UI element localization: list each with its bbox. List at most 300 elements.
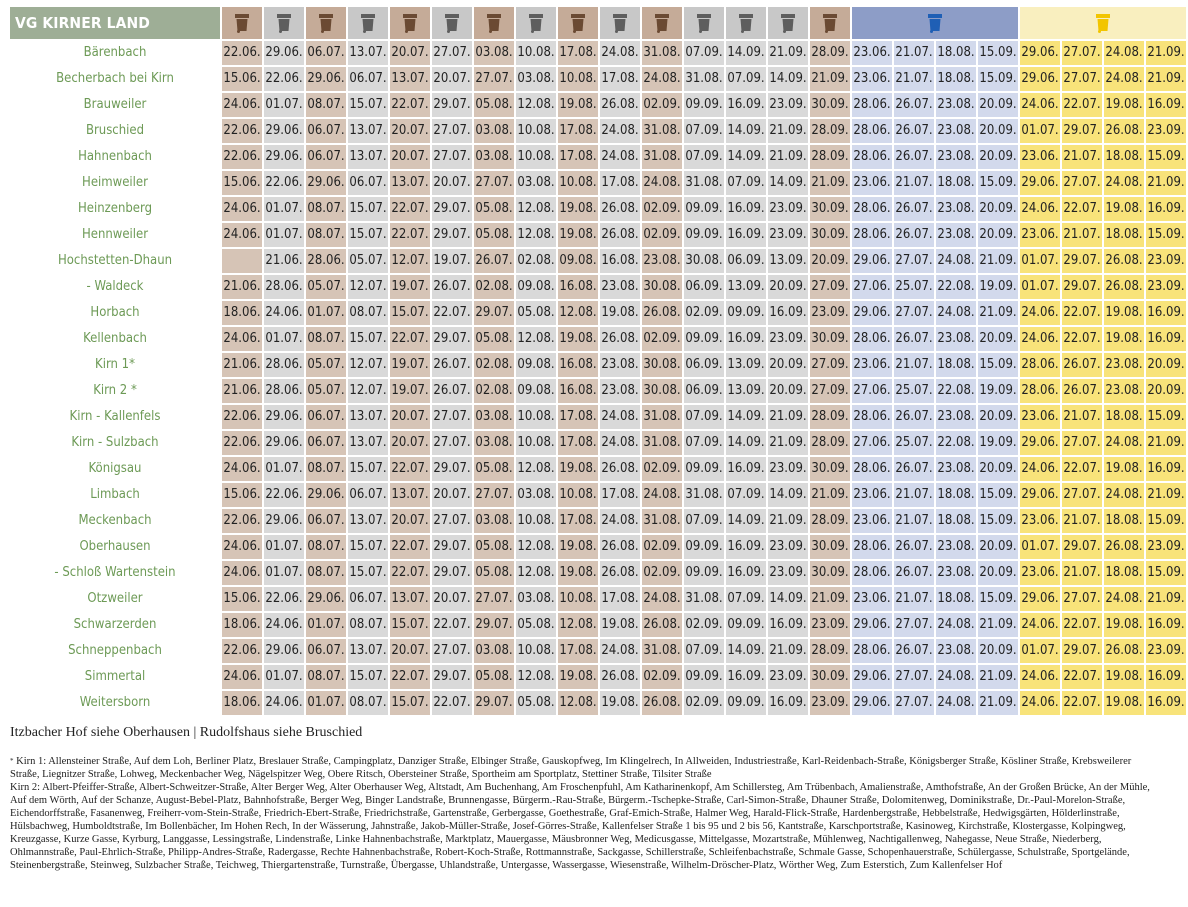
- date-cell-brown: 24.06.: [222, 457, 262, 481]
- date-cell-grey: 21.09.: [768, 405, 808, 429]
- date-cell-grey: 09.08.: [516, 379, 556, 403]
- date-cell-grey: 27.07.: [432, 639, 472, 663]
- date-cell-grey: 13.07.: [348, 41, 388, 65]
- date-cell-blue: 24.08.: [936, 249, 976, 273]
- date-cell-blue: 27.07.: [894, 613, 934, 637]
- date-cell-grey: 16.09.: [726, 197, 766, 221]
- date-cell-yellow: 21.09.: [1146, 587, 1186, 611]
- date-cell-brown: 19.07.: [390, 353, 430, 377]
- date-cell-brown: 12.08.: [558, 691, 598, 715]
- date-cell-grey: 21.09.: [768, 119, 808, 143]
- column-header-grey: [348, 7, 388, 39]
- date-cell-grey: 14.09.: [768, 67, 808, 91]
- date-cell-grey: 10.08.: [516, 431, 556, 455]
- date-cell-brown: 21.06.: [222, 275, 262, 299]
- place-name: Hahnenbach: [78, 149, 152, 164]
- date-cell-grey: 22.07.: [432, 691, 472, 715]
- date-cell-blue: 27.07.: [894, 249, 934, 273]
- date-cell-brown: 16.08.: [558, 353, 598, 377]
- date-cell-grey: 09.09.: [684, 197, 724, 221]
- date-cell-blue: 28.06.: [852, 561, 892, 585]
- column-header-grey: [432, 7, 472, 39]
- date-cell-blue: 21.07.: [894, 587, 934, 611]
- date-cell-blue: 21.07.: [894, 171, 934, 195]
- date-cell-brown: 17.08.: [558, 405, 598, 429]
- date-cell-grey: 15.07.: [348, 327, 388, 351]
- place-name: Horbach: [90, 305, 140, 320]
- date-cell-grey: 29.06.: [264, 639, 304, 663]
- date-cell-brown: 31.08.: [642, 119, 682, 143]
- bio-bin-icon: [558, 13, 598, 33]
- date-cell-grey: 20.09.: [768, 275, 808, 299]
- date-cell-brown: 28.09.: [810, 431, 850, 455]
- date-cell-grey: 02.09.: [684, 691, 724, 715]
- date-cell-grey: 16.09.: [726, 457, 766, 481]
- date-cell-grey: 09.09.: [684, 93, 724, 117]
- column-header-yellow: [1020, 7, 1186, 39]
- date-cell-yellow: 26.08.: [1104, 249, 1144, 273]
- date-cell-grey: 24.06.: [264, 613, 304, 637]
- date-cell-brown: 22.06.: [222, 41, 262, 65]
- date-cell-blue: 22.08.: [936, 275, 976, 299]
- date-cell-blue: 26.07.: [894, 119, 934, 143]
- table-row: [10, 457, 1186, 481]
- residual-bin-icon: [726, 13, 766, 33]
- date-cell-blue: 27.07.: [894, 301, 934, 325]
- date-cell-yellow: 27.07.: [1062, 483, 1102, 507]
- date-cell-yellow: 16.09.: [1146, 665, 1186, 689]
- place-name: Weitersborn: [79, 695, 151, 710]
- date-cell-brown: 01.07.: [306, 301, 346, 325]
- date-cell-grey: 21.09.: [768, 431, 808, 455]
- place-name: - Schloß Wartenstein: [54, 565, 176, 580]
- date-cell-blue: 20.09.: [978, 535, 1018, 559]
- date-cell-brown: 20.09.: [810, 249, 850, 273]
- date-cell-grey: 26.08.: [600, 223, 640, 247]
- date-cell-yellow: 27.07.: [1062, 171, 1102, 195]
- date-cell-grey: 22.07.: [432, 301, 472, 325]
- date-cell-blue: 28.06.: [852, 145, 892, 169]
- date-cell-brown: 30.09.: [810, 457, 850, 481]
- date-cell-brown: 08.07.: [306, 93, 346, 117]
- table-row: [10, 67, 1186, 91]
- footnote-kirn-2: [10, 781, 1156, 872]
- date-cell-yellow: 26.08.: [1104, 119, 1144, 143]
- date-cell-grey: 27.07.: [432, 431, 472, 455]
- date-cell-brown: 30.08.: [642, 275, 682, 299]
- table-row: [10, 379, 1186, 403]
- date-cell-grey: 19.08.: [600, 301, 640, 325]
- date-cell-blue: 28.06.: [852, 327, 892, 351]
- date-cell-grey: 23.09.: [768, 457, 808, 481]
- date-cell-yellow: 19.08.: [1104, 197, 1144, 221]
- date-cell-brown: 05.08.: [474, 327, 514, 351]
- date-cell-grey: 24.06.: [264, 691, 304, 715]
- date-cell-blue: 28.06.: [852, 535, 892, 559]
- date-cell-brown: 29.06.: [306, 171, 346, 195]
- date-cell-blue: 18.08.: [936, 509, 976, 533]
- date-cell-grey: 29.06.: [264, 41, 304, 65]
- date-cell-grey: 06.07.: [348, 587, 388, 611]
- date-cell-grey: 22.06.: [264, 67, 304, 91]
- date-cell-brown: 30.08.: [642, 353, 682, 377]
- date-cell-blue: 18.08.: [936, 483, 976, 507]
- date-cell-grey: 01.07.: [264, 93, 304, 117]
- date-cell-brown: 18.06.: [222, 613, 262, 637]
- date-cell-brown: 09.08.: [558, 249, 598, 273]
- date-cell-grey: 07.09.: [684, 431, 724, 455]
- date-cell-grey: 09.09.: [726, 301, 766, 325]
- date-cell-blue: 23.06.: [852, 509, 892, 533]
- date-cell-yellow: 01.07.: [1020, 535, 1060, 559]
- date-cell-yellow: 19.08.: [1104, 93, 1144, 117]
- date-cell-grey: 26.08.: [600, 561, 640, 585]
- date-cell-yellow: 27.07.: [1062, 67, 1102, 91]
- date-cell-blue: 15.09.: [978, 67, 1018, 91]
- date-cell-grey: 14.09.: [726, 145, 766, 169]
- date-cell-grey: 13.07.: [348, 119, 388, 143]
- date-cell-blue: 21.07.: [894, 67, 934, 91]
- date-cell-brown: 10.08.: [558, 67, 598, 91]
- place-name: - Waldeck: [86, 279, 144, 294]
- date-cell-brown: 20.07.: [390, 41, 430, 65]
- date-cell-grey: 09.08.: [516, 275, 556, 299]
- date-cell-brown: 26.07.: [474, 249, 514, 273]
- date-cell-brown: 17.08.: [558, 145, 598, 169]
- date-cell-brown: 23.09.: [810, 691, 850, 715]
- date-cell-brown: 19.08.: [558, 327, 598, 351]
- date-cell-blue: 27.06.: [852, 431, 892, 455]
- date-cell-brown: 24.08.: [642, 587, 682, 611]
- date-cell-yellow: 15.09.: [1146, 223, 1186, 247]
- date-cell-blue: 21.09.: [978, 301, 1018, 325]
- date-cell-brown: 23.09.: [810, 301, 850, 325]
- date-cell-blue: 15.09.: [978, 587, 1018, 611]
- date-cell-blue: 15.09.: [978, 171, 1018, 195]
- date-cell-grey: 01.07.: [264, 223, 304, 247]
- date-cell-yellow: 22.07.: [1062, 93, 1102, 117]
- date-cell-blue: 28.06.: [852, 639, 892, 663]
- date-cell-grey: 03.08.: [516, 483, 556, 507]
- date-cell-grey: 15.07.: [348, 665, 388, 689]
- date-cell-brown: 05.07.: [306, 275, 346, 299]
- date-cell-blue: 22.08.: [936, 431, 976, 455]
- date-cell-yellow: 01.07.: [1020, 639, 1060, 663]
- date-cell-brown: 24.06.: [222, 197, 262, 221]
- date-cell-yellow: 21.09.: [1146, 171, 1186, 195]
- date-cell-brown: 06.07.: [306, 639, 346, 663]
- date-cell-yellow: 24.06.: [1020, 327, 1060, 351]
- date-cell-grey: 24.08.: [600, 119, 640, 143]
- date-cell-grey: 22.06.: [264, 587, 304, 611]
- date-cell-brown: 22.07.: [390, 457, 430, 481]
- date-cell-grey: 17.08.: [600, 171, 640, 195]
- date-cell-grey: 01.07.: [264, 665, 304, 689]
- date-cell-brown: 28.09.: [810, 145, 850, 169]
- date-cell-brown: 31.08.: [642, 41, 682, 65]
- date-cell-brown: 12.08.: [558, 613, 598, 637]
- date-cell-grey: 19.07.: [432, 249, 472, 273]
- date-cell-brown: 05.07.: [306, 379, 346, 403]
- date-cell-grey: 15.07.: [348, 223, 388, 247]
- date-cell-yellow: 29.07.: [1062, 535, 1102, 559]
- date-cell-brown: 24.08.: [642, 171, 682, 195]
- header-row: [10, 7, 1186, 39]
- date-cell-brown: 19.08.: [558, 535, 598, 559]
- date-cell-grey: 09.09.: [684, 561, 724, 585]
- date-cell-grey: 12.08.: [516, 561, 556, 585]
- date-cell-brown: 19.07.: [390, 379, 430, 403]
- date-cell-grey: 07.09.: [684, 145, 724, 169]
- date-cell-grey: 21.09.: [768, 145, 808, 169]
- date-cell-blue: 23.08.: [936, 561, 976, 585]
- place-name: Oberhausen: [79, 539, 151, 554]
- date-cell-grey: 13.09.: [726, 379, 766, 403]
- date-cell-blue: 20.09.: [978, 223, 1018, 247]
- place-name: Schneppenbach: [68, 643, 162, 658]
- date-cell-brown: 02.09.: [642, 197, 682, 221]
- date-cell-grey: 07.09.: [684, 119, 724, 143]
- date-cell-grey: 22.07.: [432, 613, 472, 637]
- date-cell-blue: 15.09.: [978, 41, 1018, 65]
- date-cell-blue: 20.09.: [978, 457, 1018, 481]
- date-cell-blue: 20.09.: [978, 405, 1018, 429]
- date-cell-brown: 15.06.: [222, 171, 262, 195]
- date-cell-blue: 20.09.: [978, 197, 1018, 221]
- date-cell-blue: 23.08.: [936, 535, 976, 559]
- date-cell-grey: 13.07.: [348, 431, 388, 455]
- date-cell-brown: 27.07.: [474, 483, 514, 507]
- date-cell-brown: 27.09.: [810, 353, 850, 377]
- date-cell-grey: 23.09.: [768, 223, 808, 247]
- date-cell-brown: 24.06.: [222, 535, 262, 559]
- date-cell-grey: 10.08.: [516, 145, 556, 169]
- date-cell-yellow: 21.09.: [1146, 483, 1186, 507]
- date-cell-blue: 26.07.: [894, 93, 934, 117]
- date-cell-grey: 16.09.: [726, 93, 766, 117]
- date-cell-grey: 13.09.: [726, 275, 766, 299]
- date-cell-grey: 05.07.: [348, 249, 388, 273]
- table-row: [10, 197, 1186, 221]
- date-cell-brown: 15.06.: [222, 67, 262, 91]
- place-name: Königsau: [88, 461, 142, 476]
- date-cell-grey: 10.08.: [516, 119, 556, 143]
- date-cell-brown: 31.08.: [642, 145, 682, 169]
- date-cell-yellow: 21.09.: [1146, 41, 1186, 65]
- date-cell-blue: 26.07.: [894, 223, 934, 247]
- date-cell-brown: 02.09.: [642, 535, 682, 559]
- date-cell-blue: 26.07.: [894, 405, 934, 429]
- date-cell-brown: 22.06.: [222, 639, 262, 663]
- date-cell-brown: 06.07.: [306, 145, 346, 169]
- date-cell-grey: 17.08.: [600, 483, 640, 507]
- date-cell-yellow: 21.07.: [1062, 509, 1102, 533]
- date-cell-yellow: 22.07.: [1062, 457, 1102, 481]
- date-cell-yellow: 27.07.: [1062, 431, 1102, 455]
- date-cell-brown: 15.06.: [222, 587, 262, 611]
- date-cell-brown: 05.08.: [474, 457, 514, 481]
- date-cell-yellow: 24.06.: [1020, 457, 1060, 481]
- date-cell-yellow: 19.08.: [1104, 457, 1144, 481]
- date-cell-blue: 23.06.: [852, 171, 892, 195]
- date-cell-brown: 20.07.: [390, 431, 430, 455]
- date-cell-brown: 19.07.: [390, 275, 430, 299]
- date-cell-brown: 03.08.: [474, 145, 514, 169]
- date-cell-yellow: 26.08.: [1104, 535, 1144, 559]
- date-cell-grey: 01.07.: [264, 327, 304, 351]
- date-cell-brown: 30.09.: [810, 561, 850, 585]
- column-header-brown: [222, 7, 262, 39]
- bio-bin-icon: [306, 13, 346, 33]
- table-row: [10, 639, 1186, 663]
- place-name: Kirn - Sulzbach: [71, 435, 159, 450]
- date-cell-brown: 01.07.: [306, 613, 346, 637]
- date-cell-brown: 22.07.: [390, 223, 430, 247]
- date-cell-yellow: 01.07.: [1020, 119, 1060, 143]
- date-cell-grey: 09.09.: [684, 223, 724, 247]
- date-cell-brown: 06.07.: [306, 119, 346, 143]
- date-cell-brown: 22.07.: [390, 561, 430, 585]
- place-name: Bärenbach: [83, 45, 147, 60]
- date-cell-grey: 06.09.: [726, 249, 766, 273]
- date-cell-yellow: 24.08.: [1104, 67, 1144, 91]
- date-cell-blue: 23.08.: [936, 145, 976, 169]
- date-cell-grey: 23.08.: [600, 353, 640, 377]
- date-cell-blue: 26.07.: [894, 197, 934, 221]
- date-cell-grey: 29.07.: [432, 665, 472, 689]
- date-cell-yellow: 22.07.: [1062, 665, 1102, 689]
- date-cell-brown: 28.09.: [810, 509, 850, 533]
- date-cell-yellow: 29.07.: [1062, 249, 1102, 273]
- date-cell-blue: 21.09.: [978, 613, 1018, 637]
- date-cell-brown: 05.08.: [474, 223, 514, 247]
- date-cell-grey: 10.08.: [516, 639, 556, 663]
- collection-schedule-table: [8, 5, 1188, 717]
- date-cell-grey: 19.08.: [600, 613, 640, 637]
- date-cell-grey: 29.07.: [432, 457, 472, 481]
- date-cell-grey: 23.08.: [600, 275, 640, 299]
- date-cell-grey: 24.08.: [600, 431, 640, 455]
- date-cell-grey: 12.08.: [516, 665, 556, 689]
- date-cell-grey: 05.08.: [516, 613, 556, 637]
- date-cell-brown: 13.07.: [390, 171, 430, 195]
- date-cell-grey: 02.09.: [684, 613, 724, 637]
- date-cell-brown: 06.07.: [306, 431, 346, 455]
- table-row: [10, 301, 1186, 325]
- date-cell-yellow: 29.07.: [1062, 275, 1102, 299]
- date-cell-yellow: 16.09.: [1146, 613, 1186, 637]
- date-cell-brown: 19.08.: [558, 457, 598, 481]
- date-cell-grey: 12.08.: [516, 197, 556, 221]
- date-cell-blue: 29.06.: [852, 249, 892, 273]
- date-cell-blue: 23.06.: [852, 483, 892, 507]
- footnotes: [10, 755, 1156, 872]
- date-cell-brown: 24.06.: [222, 327, 262, 351]
- date-cell-grey: 14.09.: [726, 431, 766, 455]
- date-cell-grey: 26.07.: [432, 379, 472, 403]
- date-cell-brown: 17.08.: [558, 41, 598, 65]
- date-cell-brown: 10.08.: [558, 587, 598, 611]
- date-cell-brown: 08.07.: [306, 665, 346, 689]
- date-cell-blue: 15.09.: [978, 353, 1018, 377]
- date-cell-grey: 27.07.: [432, 509, 472, 533]
- date-cell-grey: 03.08.: [516, 171, 556, 195]
- date-cell-grey: 09.09.: [684, 457, 724, 481]
- date-cell-blue: 21.09.: [978, 665, 1018, 689]
- date-cell-grey: 24.08.: [600, 145, 640, 169]
- date-cell-yellow: 23.06.: [1020, 145, 1060, 169]
- date-cell-blue: 24.08.: [936, 301, 976, 325]
- date-cell-grey: 08.07.: [348, 691, 388, 715]
- date-cell-brown: 02.08.: [474, 379, 514, 403]
- date-cell-grey: 24.08.: [600, 639, 640, 663]
- date-cell-brown: 18.06.: [222, 301, 262, 325]
- date-cell-grey: 20.07.: [432, 67, 472, 91]
- date-cell-brown: 31.08.: [642, 431, 682, 455]
- date-cell-grey: 13.09.: [768, 249, 808, 273]
- date-cell-grey: 21.09.: [768, 509, 808, 533]
- date-cell-grey: 29.06.: [264, 145, 304, 169]
- date-cell-brown: 31.08.: [642, 639, 682, 663]
- date-cell-brown: 29.06.: [306, 67, 346, 91]
- bio-bin-icon: [474, 13, 514, 33]
- date-cell-yellow: 23.08.: [1104, 379, 1144, 403]
- date-cell-grey: 07.09.: [726, 483, 766, 507]
- column-header-grey: [726, 7, 766, 39]
- residual-bin-icon: [264, 13, 304, 33]
- date-cell-grey: 10.08.: [516, 509, 556, 533]
- table-row: [10, 587, 1186, 611]
- date-cell-brown: 30.09.: [810, 665, 850, 689]
- date-cell-blue: 21.07.: [894, 353, 934, 377]
- date-cell-blue: 20.09.: [978, 119, 1018, 143]
- date-cell-brown: 30.09.: [810, 93, 850, 117]
- date-cell-blue: 18.08.: [936, 353, 976, 377]
- column-header-brown: [390, 7, 430, 39]
- date-cell-brown: 02.09.: [642, 93, 682, 117]
- date-cell-grey: 26.08.: [600, 535, 640, 559]
- date-cell-yellow: 19.08.: [1104, 691, 1144, 715]
- date-cell-yellow: 29.06.: [1020, 483, 1060, 507]
- date-cell-brown: 12.08.: [558, 301, 598, 325]
- date-cell-brown: 05.08.: [474, 535, 514, 559]
- date-cell-brown: 28.09.: [810, 639, 850, 663]
- date-cell-yellow: 19.08.: [1104, 301, 1144, 325]
- date-cell-brown: 16.08.: [558, 275, 598, 299]
- date-cell-yellow: 24.08.: [1104, 587, 1144, 611]
- date-cell-brown: 24.06.: [222, 665, 262, 689]
- date-cell-blue: 20.09.: [978, 561, 1018, 585]
- date-cell-grey: 06.09.: [684, 379, 724, 403]
- date-cell-blue: 22.08.: [936, 379, 976, 403]
- date-cell-yellow: 23.08.: [1104, 353, 1144, 377]
- date-cell-grey: 07.09.: [684, 41, 724, 65]
- date-cell-blue: 27.07.: [894, 665, 934, 689]
- column-header-blue: [852, 7, 1018, 39]
- date-cell-grey: 21.09.: [768, 41, 808, 65]
- date-cell-yellow: 21.09.: [1146, 67, 1186, 91]
- date-cell-yellow: 29.06.: [1020, 171, 1060, 195]
- date-cell-blue: 29.06.: [852, 301, 892, 325]
- date-cell-blue: 26.07.: [894, 145, 934, 169]
- date-cell-brown: 22.06.: [222, 405, 262, 429]
- date-cell-brown: 26.08.: [642, 613, 682, 637]
- date-cell-yellow: 29.06.: [1020, 41, 1060, 65]
- date-cell-brown: 02.09.: [642, 665, 682, 689]
- date-cell-blue: 23.08.: [936, 119, 976, 143]
- date-cell-brown: 20.07.: [390, 145, 430, 169]
- date-cell-grey: 24.06.: [264, 301, 304, 325]
